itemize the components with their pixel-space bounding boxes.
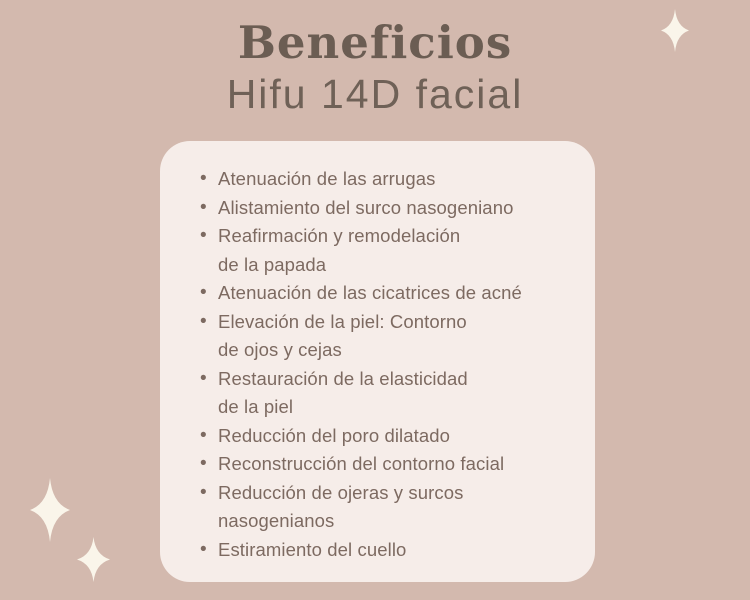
header xyxy=(0,14,750,117)
benefit-line: Atenuación de las cicatrices de acné xyxy=(218,282,522,303)
benefit-item xyxy=(202,222,577,279)
benefit-line: Restauración de la elasticidad xyxy=(218,367,468,389)
benefit-item xyxy=(202,194,577,223)
page-title: Beneficios xyxy=(237,16,513,69)
benefit-line: Reconstrucción del contorno facial xyxy=(218,453,505,474)
benefit-line: Elevación de la piel: Contorno xyxy=(218,310,467,332)
bullet-icon: • xyxy=(200,424,207,446)
benefits-list xyxy=(160,141,595,564)
benefit-line: de ojos y cejas xyxy=(218,339,342,360)
bullet-icon: • xyxy=(200,168,207,189)
benefit-item xyxy=(202,279,577,308)
benefit-item xyxy=(202,165,577,194)
benefit-line: Estiramiento del cuello xyxy=(218,538,407,560)
bullet-icon: • xyxy=(200,453,207,474)
bullet-icon: • xyxy=(200,367,207,389)
benefit-item xyxy=(202,308,577,365)
bullet-icon: • xyxy=(200,282,207,303)
benefit-line: Reafirmación y remodelación xyxy=(218,225,461,246)
benefit-line: nasogenianos xyxy=(218,510,335,531)
sparkle-icon xyxy=(77,537,110,582)
benefit-item xyxy=(202,422,577,451)
bullet-icon: • xyxy=(200,310,207,332)
bullet-icon: • xyxy=(200,196,207,218)
benefit-item xyxy=(202,450,577,479)
benefit-line: Alistamiento del surco nasogeniano xyxy=(218,196,514,218)
benefit-line: Reducción de ojeras y surcos xyxy=(218,481,464,503)
sparkle-icon xyxy=(30,478,70,542)
page-subtitle: Hifu 14D facial xyxy=(226,71,524,117)
benefit-item xyxy=(202,536,577,565)
benefit-line: de la piel xyxy=(218,396,294,417)
benefit-line: de la papada xyxy=(218,253,327,275)
benefit-item xyxy=(202,479,577,536)
benefit-line: Reducción del poro dilatado xyxy=(218,424,451,446)
bullet-icon: • xyxy=(200,225,207,246)
benefit-item xyxy=(202,365,577,422)
benefit-line: Atenuación de las arrugas xyxy=(218,168,436,189)
benefits-card xyxy=(160,141,595,582)
bullet-icon: • xyxy=(200,538,207,560)
bullet-icon: • xyxy=(200,481,207,503)
